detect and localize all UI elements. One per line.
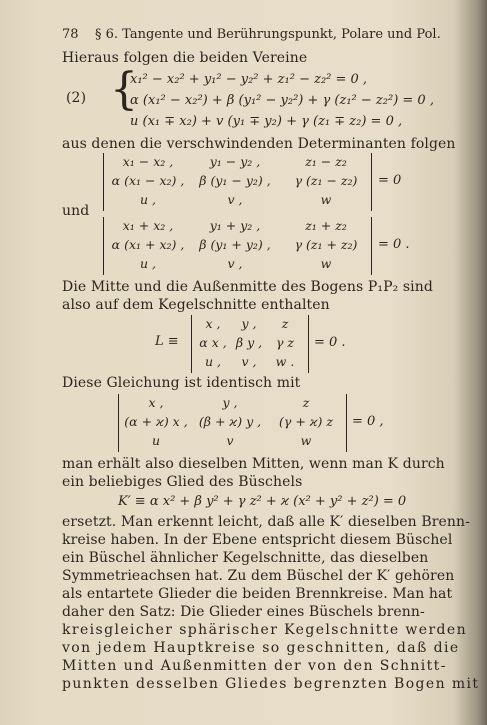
paragraph-3-line-1: man erhält also dieselben Mitten, wenn man K durch [62,456,445,472]
paragraph-4-line: Mitten und Außenmitten der von den Schnitt- [62,658,447,674]
det4-rhs: = 0 , [352,414,384,429]
det1-cell: v , [227,192,243,207]
und-word: und [62,203,90,219]
det2-cell: γ (z₁ + z₂) [294,237,358,252]
det4-cell: (α + ϰ) x , [124,414,188,429]
paragraph-4-line: kreise haben. In der Ebene entspricht diesem Büschel [62,532,453,548]
paragraph-1-line-1: Die Mitte und die Außenmitte des Bogens P₁P₂ sind [62,279,433,295]
det4-cell: (β + ϰ) y , [198,414,262,429]
paragraph-4-line: Symmetrieachsen hat. Zu dem Büschel der K′ gehören [62,568,455,584]
det4-cell: w [300,433,312,448]
det1-cell: x₁ − x₂ , [122,154,174,169]
paragraph-4-line: kreisgleicher sphärischer Kegelschnitte werden [62,622,468,638]
det2-cell: y₁ + y₂ , [209,218,261,233]
paragraph-4-line: daher den Satz: Die Glieder eines Büschels brenn- [62,604,425,620]
det4-cell: (γ + ϰ) z [279,414,333,429]
det2-cell: w [320,256,332,271]
det1-cell: y₁ − y₂ , [209,154,261,169]
equation-label: (2) [66,90,87,106]
det3-cell: v , [241,354,257,369]
det4-cell: z [302,395,310,410]
det2-cell: β (y₁ + y₂) , [199,237,271,252]
det1-cell: u , [140,192,156,207]
det4-cell: u [151,433,161,448]
left-brace: { [110,64,138,115]
det3-cell: w . [275,354,295,369]
det2-cell: u , [140,256,156,271]
det1-cell: w [320,192,332,207]
running-title: § 6. Tangente und Berührungspunkt, Polare und Pol. [95,27,441,42]
page-number: 78 [62,27,79,42]
paragraph-2: Diese Gleichung ist identisch mit [62,375,301,391]
paragraph-1-line-2: also auf dem Kegelschnitte enthalten [62,297,330,313]
det2-cell: x₁ + x₂ , [122,218,174,233]
det3-cell: z [281,316,289,331]
det1-cell: z₁ − z₂ [305,154,347,169]
det3-cell: γ z [275,335,295,350]
det3-cell: α x , [199,335,227,350]
det2-cell: α (x₁ + x₂) , [111,237,185,252]
paragraph-4-line: ein Büschel ähnlicher Kegelschnitte, das dieselben [62,550,429,566]
det3-lhs: L ≡ [155,334,179,349]
intro-line: Hieraus folgen die beiden Vereine [62,50,308,66]
paragraph-4-line: von jedem Hauptkreise so geschnitten, daß die [62,640,460,656]
det3-rhs: = 0 . [314,335,346,350]
pencil-equation: K′ ≡ α x² + β y² + γ z² + ϰ (x² + y² + z²) = 0 [118,494,407,509]
paragraph-4-line: ersetzt. Man erkennt leicht, daß alle K′ dieselben Brenn- [62,514,470,530]
equation-line-3: u (x₁ ∓ x₂) + v (y₁ ∓ y₂) + γ (z₁ ∓ z₂) = 0 , [130,114,403,129]
det3-cell: y , [241,316,257,331]
det3-cell: β y , [235,335,263,350]
det2-rhs: = 0 . [378,237,410,252]
det4-cell: y , [222,395,238,410]
det2-cell: v , [227,256,243,271]
equation-line-2: α (x₁² − x₂²) + β (y₁² − y₂²) + γ (z₁² − z₂²) = 0 , [130,93,434,108]
det3-cell: x , [205,316,221,331]
paragraph-4-line: als entartete Glieder die beiden Brennkreise. Man hat [62,586,453,602]
determinant-intro: aus denen die verschwindenden Determinanten folgen [62,136,456,152]
equation-line-1: x₁² − x₂² + y₁² − y₂² + z₁² − z₂² = 0 , [130,72,368,87]
det4-cell: v [226,433,234,448]
det1-cell: β (y₁ − y₂) , [199,173,271,188]
det4-cell: x , [148,395,164,410]
det1-cell: α (x₁ − x₂) , [111,173,185,188]
det1-rhs: = 0 [378,173,402,188]
det2-cell: z₁ + z₂ [305,218,347,233]
paragraph-4-line: punkten desselben Gliedes begrenzten Bogen mit [62,676,480,692]
det1-cell: γ (z₁ − z₂) [294,173,358,188]
det3-cell: u , [205,354,221,369]
paragraph-3-line-2: ein beliebiges Glied des Büschels [62,474,303,490]
